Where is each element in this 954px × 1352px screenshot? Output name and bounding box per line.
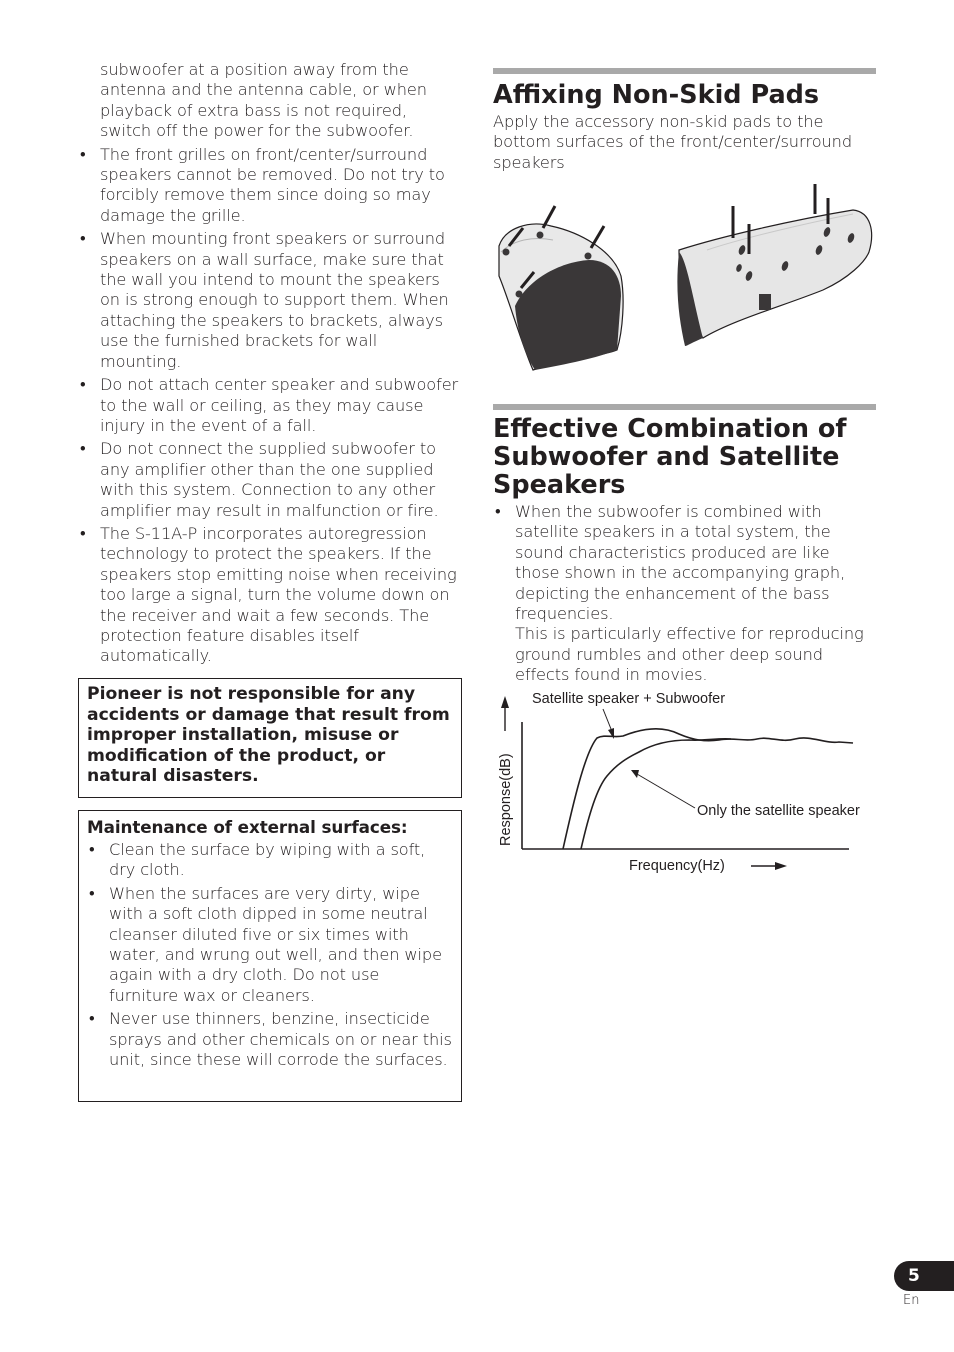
maintenance-box [78, 810, 462, 1102]
disclaimer-box [78, 678, 462, 798]
satellite-response-curve [581, 739, 731, 849]
list-item: • The S-11A-P incorporates autoregression technology to protect the speakers. If the speakers stop emitting noise when receiving too large a signal, turn the volume down on the receiver and wait a few seconds. The protection feature disables itself automatically. [78, 524, 462, 667]
section-heading: Affixing Non-Skid Pads [493, 80, 820, 110]
y-axis-label: Response(dB) [498, 753, 514, 846]
section-combination [493, 404, 876, 686]
combined-response-curve [563, 729, 853, 849]
list-item: • When the surfaces are very dirty, wipe with a soft cloth dipped in some neutral cleanser diluted five or six times with water, and wrung out well, and then wipe again with a dry cloth. Do not use furniture wax or cleaners. [87, 884, 453, 1006]
y-arrowhead [501, 696, 509, 708]
disclaimer-text: Pioneer is not responsible for any accidents or damage that result from improper installation, misuse or modification of the product, or natural disasters. [87, 684, 450, 787]
section-body: Apply the accessory non-skid pads to the bottom surfaces of the front/center/surround speakers [493, 112, 852, 172]
list-item: • When mounting front speakers or surround speakers on a wall surface, make sure that the wall you intend to mount the speakers on is strong enough to support them. When attaching the speakers to brackets, always use the furnished brackets for wall mounting. [78, 229, 462, 372]
label-satellite: Only the satellite speaker [697, 803, 860, 819]
x-axis-label: Frequency(Hz) [629, 858, 725, 874]
list-item: • Do not attach center speaker and subwoofer to the wall or ceiling, as they may cause injury in the event of a fall. [78, 375, 462, 436]
left-column [78, 60, 462, 667]
section-heading: Effective Combination of Subwoofer and Satellite Speakers [493, 414, 847, 500]
maintenance-title: Maintenance of external surfaces: [87, 817, 408, 837]
heading-rule [493, 404, 876, 410]
list-item: • The front grilles on front/center/surround speakers cannot be removed. Do not try to forcibly remove them since doing so may damage the grille. [78, 145, 462, 227]
x-arrowhead [775, 862, 787, 870]
maintenance-list [87, 840, 453, 1070]
heading-rule [493, 68, 876, 74]
list-item [493, 502, 876, 686]
list-item: • Clean the surface by wiping with a soft, dry cloth. [87, 840, 453, 881]
combined-leader-head [608, 728, 614, 739]
bullet-text: When the subwoofer is combined with satellite speakers in a total system, the sound characteristics produced are like those shown in the accompanying graph, depicting the enhancement of the bass frequencies. [515, 502, 846, 624]
combination-list [493, 502, 876, 686]
bullet-continuation: This is particularly effective for reproducing ground rumbles and other deep sound effects found in movies. [515, 624, 864, 685]
front-speaker-drawing [499, 206, 623, 370]
list-item: • Never use thinners, benzine, insecticide sprays and other chemicals on or near this unit, since these will corrode the surfaces. [87, 1009, 453, 1070]
language-label: En [903, 1293, 920, 1308]
precautions-list [78, 145, 462, 667]
continuation-paragraph: subwoofer at a position away from the antenna and the antenna cable, or when playback of extra bass is not required, switch off the power for the subwoofer. [100, 60, 427, 141]
response-graph [493, 684, 883, 879]
label-combined: Satellite speaker + Subwoofer [532, 691, 726, 707]
list-item: • Do not connect the supplied subwoofer to any amplifier other than the one supplied with this system. Connection to any other amplifier may result in malfunction or fire. [78, 439, 462, 521]
page-number-badge [894, 1261, 954, 1291]
center-speaker-drawing [677, 184, 871, 346]
satellite-leader-head [631, 770, 639, 778]
speaker-pads-illustration [493, 180, 876, 380]
page-number: 5 [908, 1266, 920, 1286]
section-non-skid-pads [493, 68, 876, 173]
satellite-leader [637, 774, 695, 808]
